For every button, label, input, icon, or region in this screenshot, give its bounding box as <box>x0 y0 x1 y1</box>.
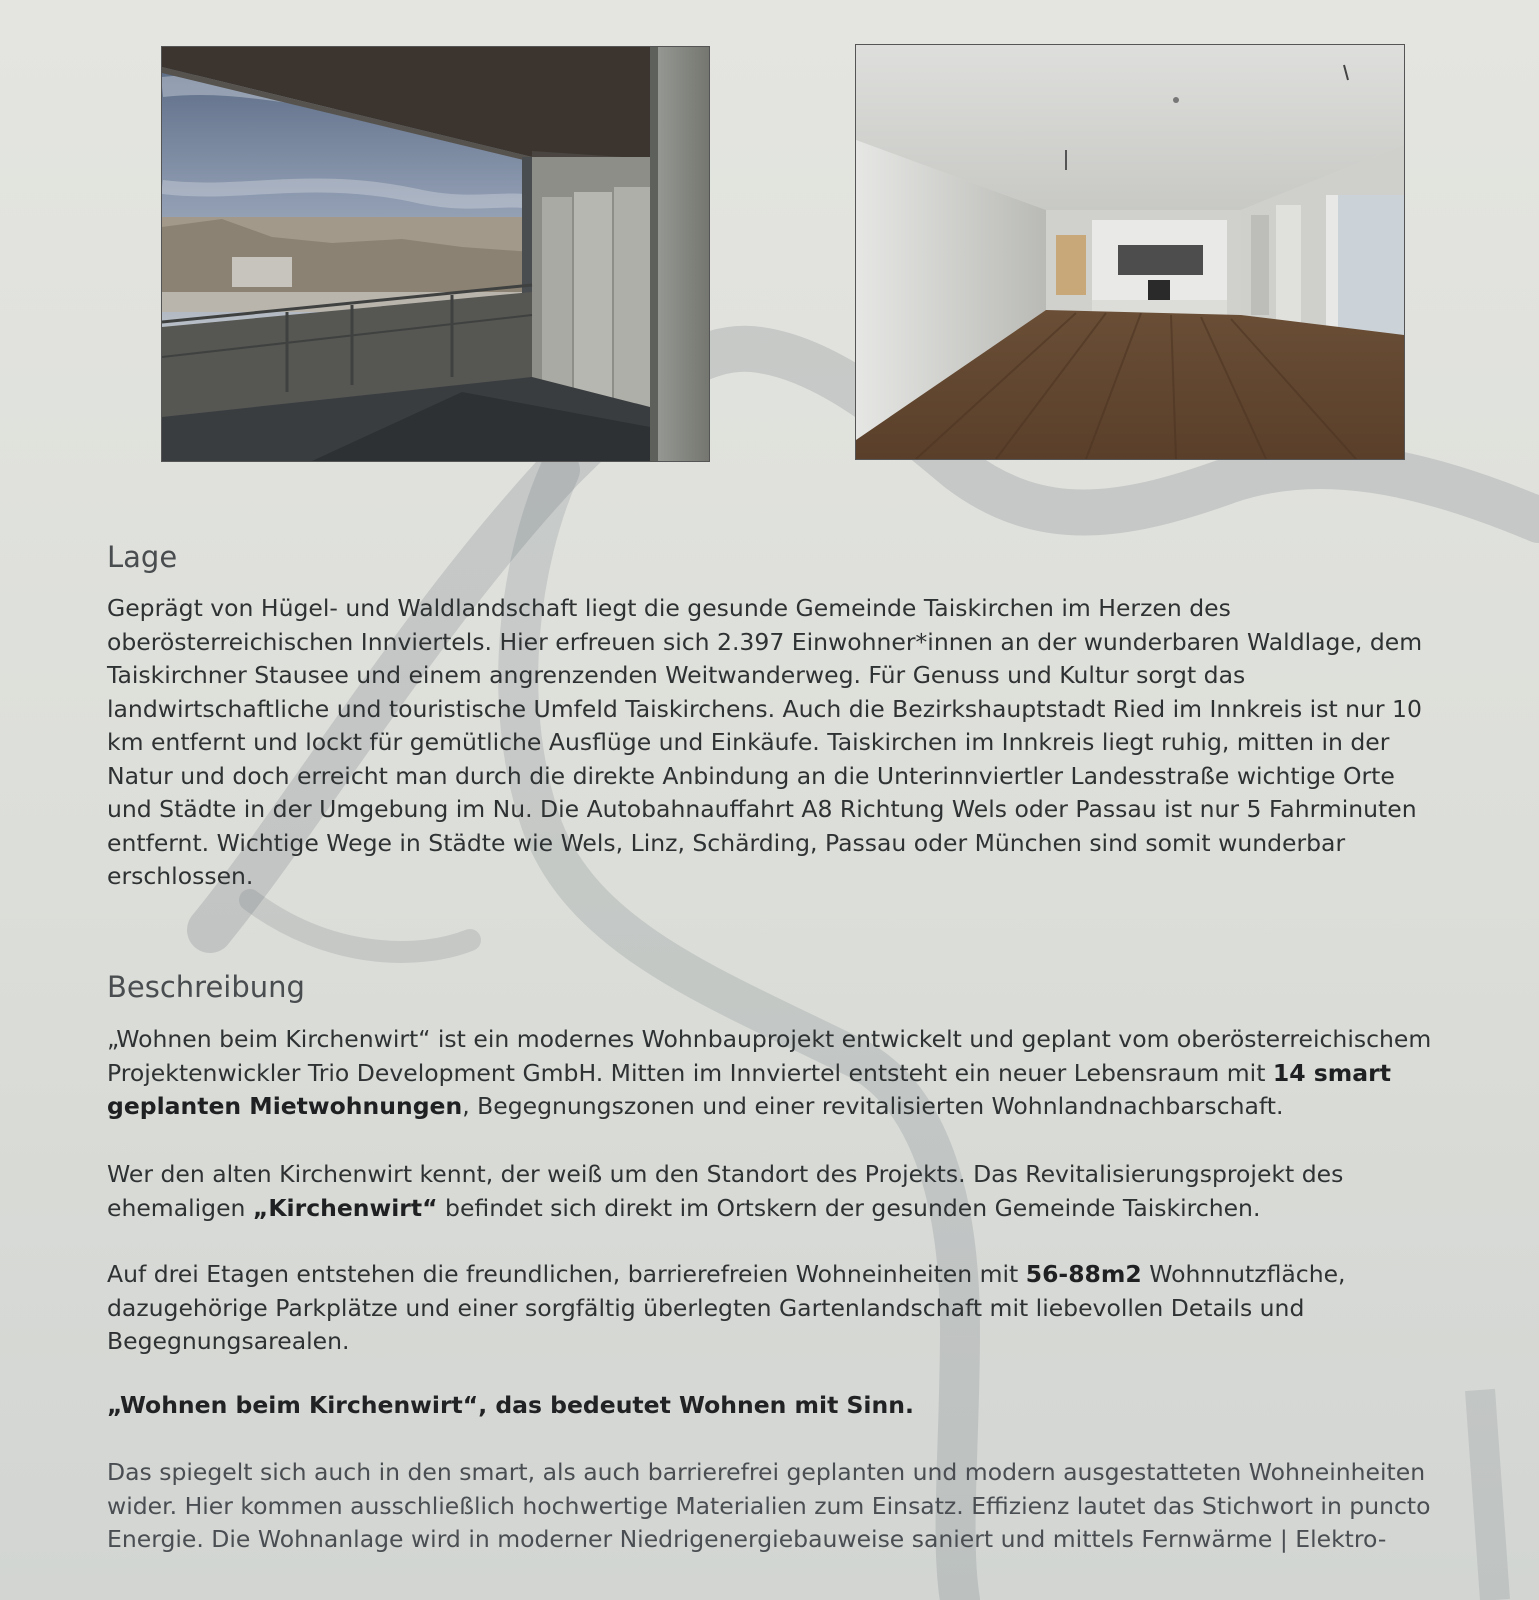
beschreibung-paragraph-3 <box>107 1258 1452 1359</box>
text-run: „Wohnen beim Kirchenwirt“ ist ein modernes Wohnbauprojekt entwickelt und geplant vom oberösterreichischem Projektenwickler Trio Development GmbH. Mitten im Innviertel entsteht ein neuer Lebensraum mit <box>107 1025 1432 1087</box>
text-run: Auf drei Etagen entstehen die freundlichen, barrierefreien Wohneinheiten mit <box>107 1260 1026 1288</box>
beschreibung-paragraph-5: Das spiegelt sich auch in den smart, als auch barrierefrei geplanten und modern ausgestatteten Wohneinheiten wider. Hier kommen ausschließlich hochwertige Materialien zum Einsatz. Effizienz lautet das Stichwort in puncto Energie. Die Wohnanlage wird in moderner Niedrigenergiebauweise saniert und mittels Fernwärme | Elektro- <box>107 1458 1431 1553</box>
text-run: Wer den alten Kirchenwirt kennt, der weiß um den Standort des Projekts. Das Revitalisierungsprojekt des ehemaligen <box>107 1160 1344 1222</box>
highlight-area: 56-88m2 <box>1025 1260 1142 1288</box>
section-heading-beschreibung: Beschreibung <box>107 970 305 1004</box>
beschreibung-paragraph-2 <box>107 1158 1452 1225</box>
highlight-apartments: 14 smart geplanten Mietwohnungen <box>107 1058 1391 1120</box>
highlight-kirchenwirt: „Kirchenwirt“ <box>252 1193 438 1222</box>
beschreibung-paragraph-1 <box>107 1023 1452 1124</box>
slogan-line: „Wohnen beim Kirchenwirt“, das bedeutet Wohnen mit Sinn. <box>107 1391 914 1419</box>
section-heading-lage: Lage <box>107 540 178 574</box>
lage-paragraph: Geprägt von Hügel- und Waldlandschaft liegt die gesunde Gemeinde Taiskirchen im Herzen des oberösterreichischen Innviertels. Hier erfreuen sich 2.397 Einwohner*innen an der wunderbaren Waldlage, dem Taiskirchner Stausee und einem angrenzenden Weitwanderweg. Für Genuss und Kultur sorgt das landwirtschaftliche und touristische Umfeld Taiskirchens. Auch die Bezirkshauptstadt Ried im Innkreis ist nur 10 km entfernt und lockt für gemütliche Ausflüge und Einkäufe. Taiskirchen im Innkreis liegt ruhig, mitten in der Natur und doch erreicht man durch die direkte Anbindung an die Unterinnviertler Landesstraße wichtige Orte und Städte in der Umgebung im Nu. Die Autobahnauffahrt A8 Richtung Wels oder Passau ist nur 5 Fahrminuten entfernt. Wichtige Wege in Städte wie Wels, Linz, Schärding, Passau oder München sind somit wunderbar erschlossen. <box>107 594 1423 890</box>
text-run: , Begegnungszonen und einer revitalisierten Wohnlandnachbarschaft. <box>462 1092 1284 1120</box>
balcony-photo <box>161 46 710 462</box>
interior-photo <box>855 44 1405 460</box>
text-run: Wohnnutzfläche, dazugehörige Parkplätze und einer sorgfältig überlegten Gartenlandschaft mit liebevollen Details und Begegnungsarealen. <box>107 1260 1346 1355</box>
text-run: befindet sich direkt im Ortskern der gesunden Gemeinde Taiskirchen. <box>437 1193 1261 1222</box>
